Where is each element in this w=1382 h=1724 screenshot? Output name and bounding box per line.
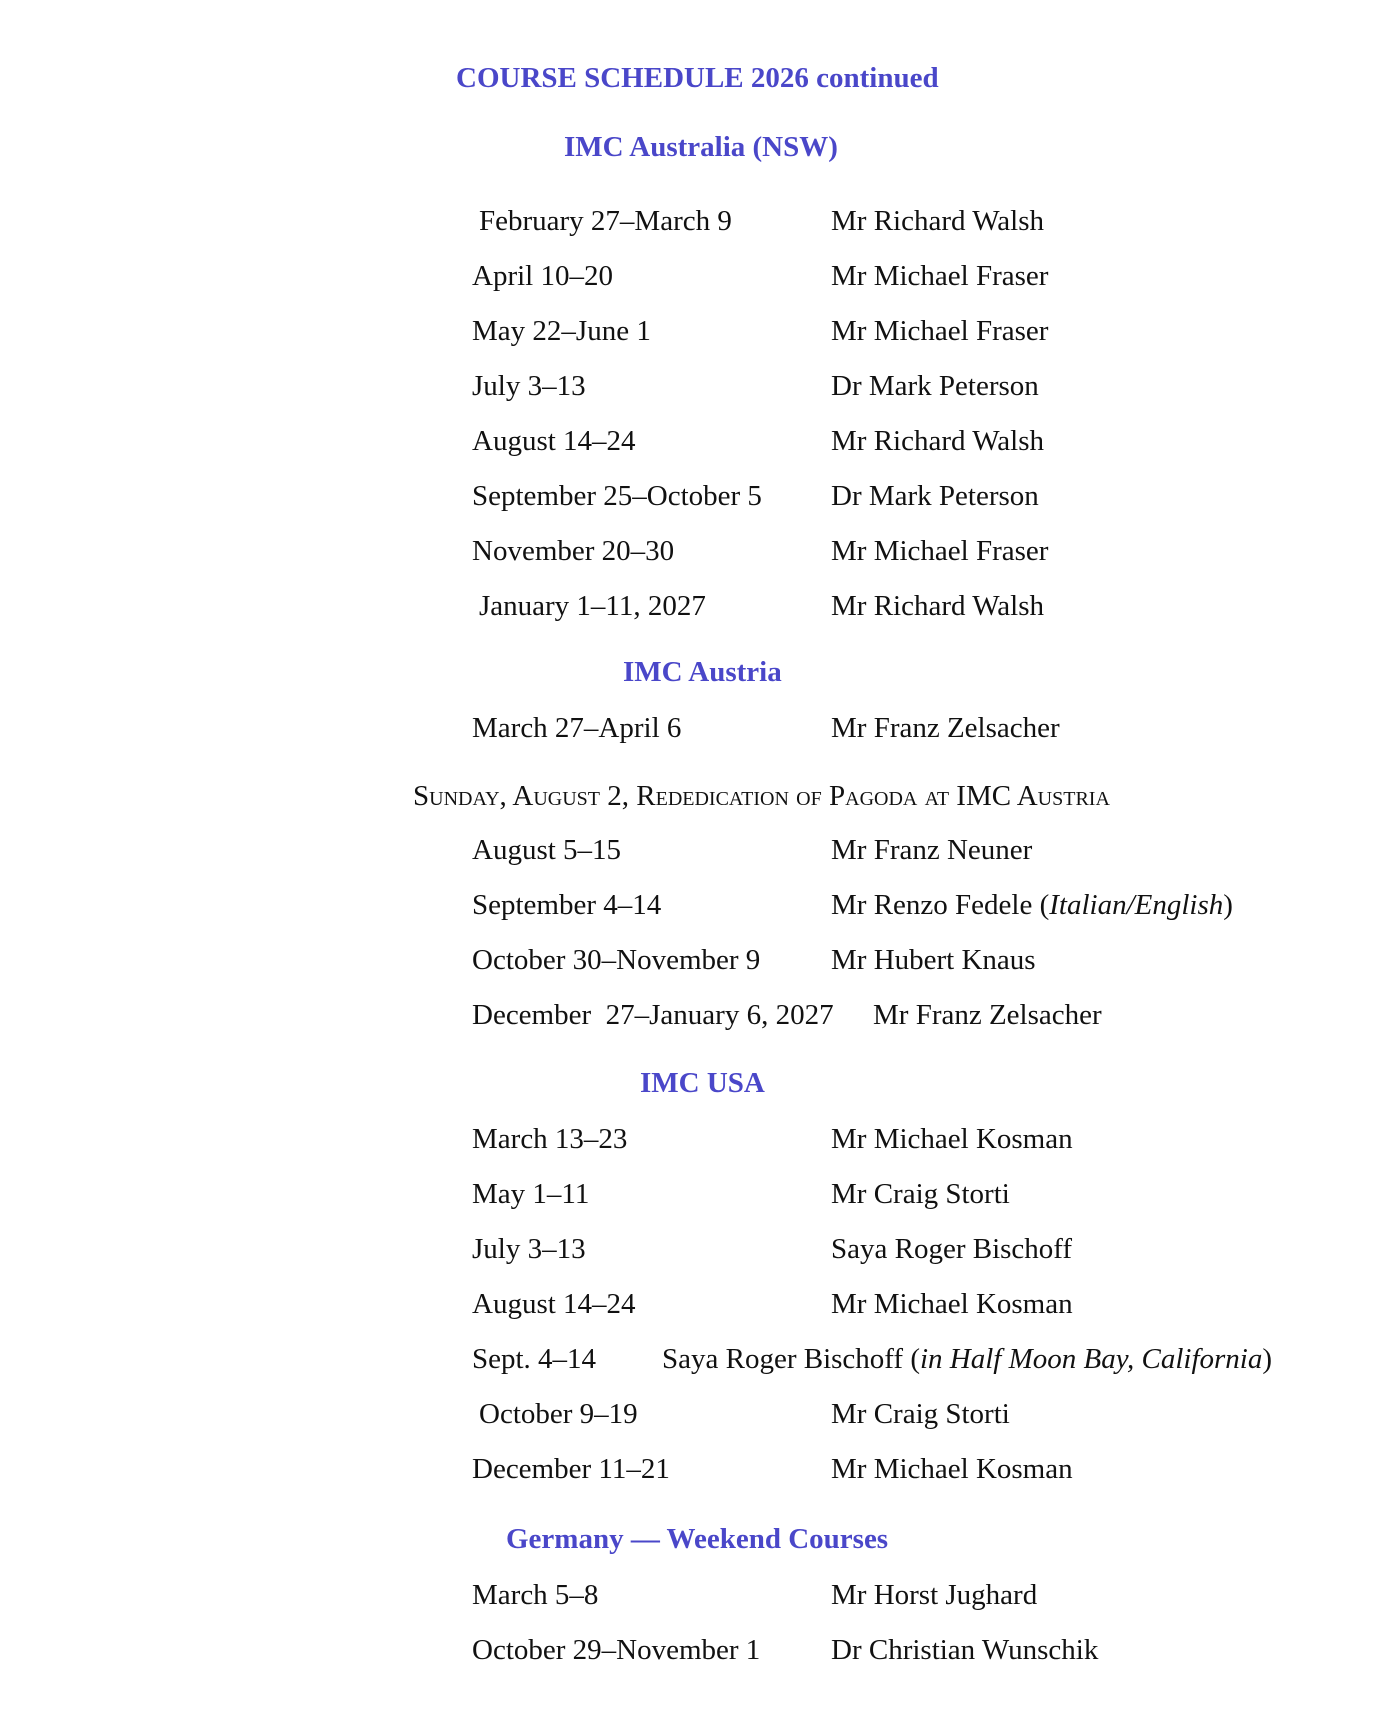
course-date: September 25–October 5 <box>472 480 762 512</box>
course-teacher: Mr Craig Storti <box>831 1398 1010 1430</box>
course-teacher <box>831 887 1233 923</box>
course-teacher: Mr Hubert Knaus <box>831 944 1036 976</box>
course-date: August 5–15 <box>472 834 622 866</box>
teacher-name: Saya Roger Bischoff ( <box>662 1343 920 1375</box>
section-heading-usa: IMC USA <box>640 1067 765 1099</box>
schedule-row <box>0 1451 1382 1491</box>
course-date: August 14–24 <box>472 425 636 457</box>
course-teacher: Mr Horst Jughard <box>831 1579 1038 1611</box>
schedule-row <box>0 997 1382 1037</box>
schedule-row <box>0 1286 1382 1326</box>
schedule-row <box>0 423 1382 463</box>
closing-paren: ) <box>1223 889 1233 921</box>
language-note: Italian/English <box>1049 889 1224 921</box>
course-teacher: Mr Franz Zelsacher <box>831 712 1060 744</box>
teacher-name: Mr Renzo Fedele ( <box>831 889 1050 921</box>
schedule-row <box>0 258 1382 298</box>
course-teacher: Mr Michael Fraser <box>831 315 1049 347</box>
schedule-row <box>0 1231 1382 1271</box>
course-date: March 5–8 <box>472 1579 599 1611</box>
section-heading-austria: IMC Austria <box>623 656 782 688</box>
course-teacher: Saya Roger Bischoff <box>831 1233 1073 1265</box>
schedule-row <box>0 368 1382 408</box>
course-teacher: Mr Michael Kosman <box>831 1123 1073 1155</box>
section-heading-germany: Germany — Weekend Courses <box>506 1523 889 1555</box>
schedule-row <box>0 1341 1382 1381</box>
schedule-row <box>0 710 1382 750</box>
schedule-row <box>0 887 1382 927</box>
course-teacher: Mr Michael Fraser <box>831 260 1049 292</box>
closing-paren: ) <box>1262 1343 1273 1375</box>
course-teacher: Mr Michael Fraser <box>831 535 1049 567</box>
schedule-row <box>0 533 1382 573</box>
course-date: March 13–23 <box>472 1123 628 1155</box>
schedule-row <box>0 1176 1382 1216</box>
course-date: March 27–April 6 <box>472 712 682 744</box>
schedule-row <box>0 1577 1382 1617</box>
course-teacher: Mr Franz Zelsacher <box>873 999 1102 1031</box>
course-teacher: Mr Michael Kosman <box>831 1288 1073 1320</box>
section-heading-australia: IMC Australia (NSW) <box>564 131 838 163</box>
course-date: August 14–24 <box>472 1288 636 1320</box>
rededication-notice: Sunday, August 2, Rededication of Pagoda at IMC Austria <box>413 780 1110 812</box>
schedule-row <box>0 478 1382 518</box>
course-date: December 11–21 <box>472 1453 670 1485</box>
course-date: December 27–January 6, 2027 <box>472 999 834 1031</box>
course-teacher: Mr Craig Storti <box>831 1178 1010 1210</box>
course-date: May 22–June 1 <box>472 315 651 347</box>
course-teacher: Mr Richard Walsh <box>831 590 1044 622</box>
course-teacher: Mr Richard Walsh <box>831 205 1044 237</box>
schedule-row <box>0 1632 1382 1672</box>
course-date: October 9–19 <box>479 1398 638 1430</box>
schedule-row <box>0 313 1382 353</box>
course-teacher: Dr Mark Peterson <box>831 480 1039 512</box>
schedule-row <box>0 832 1382 872</box>
course-date: July 3–13 <box>472 370 586 402</box>
course-teacher: Dr Mark Peterson <box>831 370 1039 402</box>
course-date: October 29–November 1 <box>472 1634 761 1666</box>
course-date: September 4–14 <box>472 889 662 921</box>
course-teacher: Dr Christian Wunschik <box>831 1634 1099 1666</box>
schedule-row <box>0 1396 1382 1436</box>
schedule-row <box>0 588 1382 628</box>
course-date: July 3–13 <box>472 1233 586 1265</box>
page-title: COURSE SCHEDULE 2026 continued <box>456 62 939 94</box>
course-date: November 20–30 <box>472 535 675 567</box>
course-date: April 10–20 <box>472 260 613 292</box>
location-note: in Half Moon Bay, California <box>920 1343 1263 1375</box>
course-teacher: Mr Richard Walsh <box>831 425 1044 457</box>
course-date: January 1–11, 2027 <box>479 590 706 622</box>
schedule-row <box>0 203 1382 243</box>
course-date: October 30–November 9 <box>472 944 761 976</box>
course-teacher: Mr Michael Kosman <box>831 1453 1073 1485</box>
course-date: May 1–11 <box>472 1178 590 1210</box>
schedule-row <box>0 942 1382 982</box>
course-date: February 27–March 9 <box>479 205 732 237</box>
course-date: Sept. 4–14 <box>472 1343 597 1375</box>
schedule-row <box>0 1121 1382 1161</box>
course-teacher <box>662 1341 1272 1377</box>
course-teacher: Mr Franz Neuner <box>831 834 1033 866</box>
